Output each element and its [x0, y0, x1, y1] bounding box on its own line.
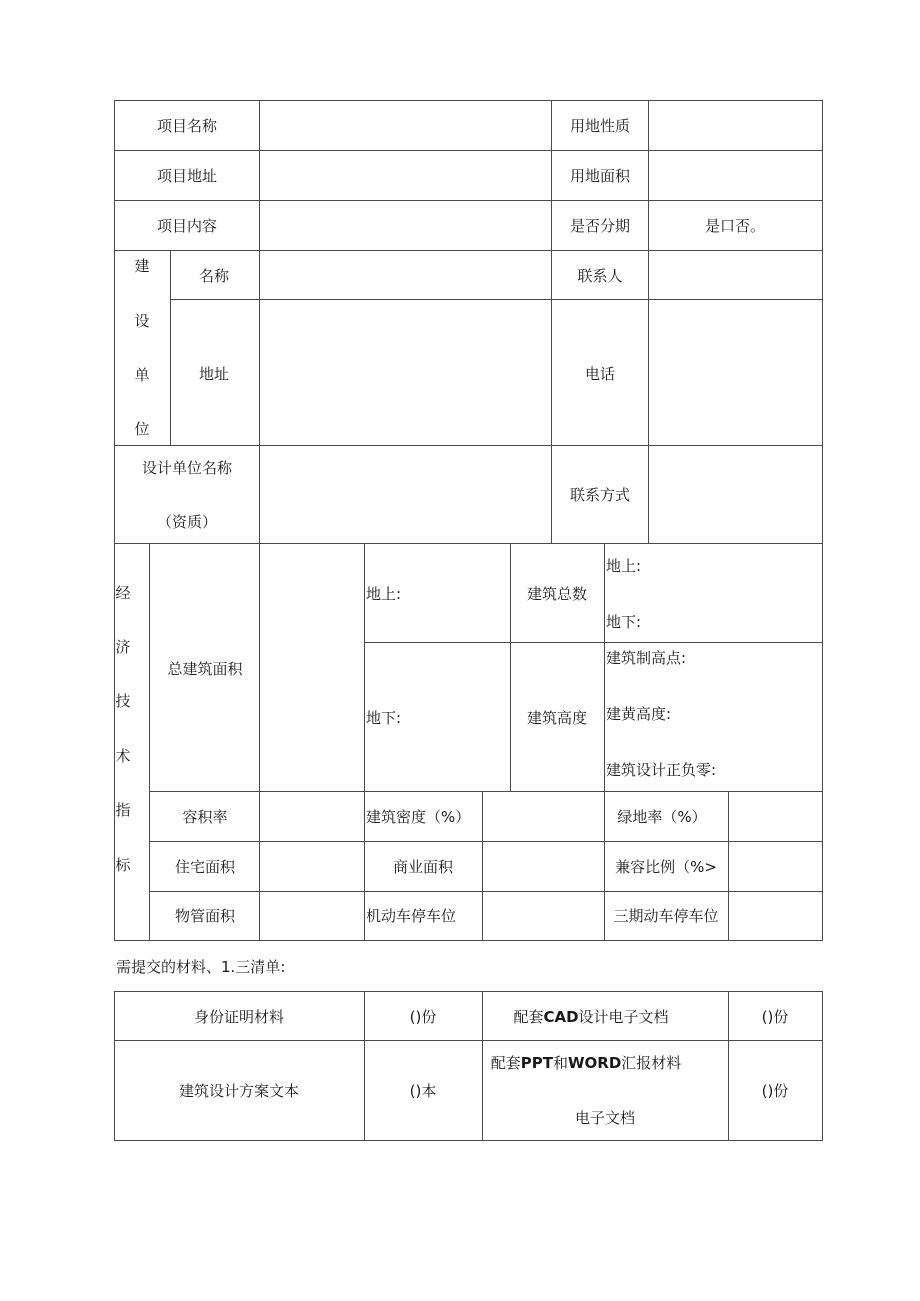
rule: [114, 1140, 823, 1141]
designer-name-label: 设计单位名称: [141, 459, 233, 477]
building-count-label: 建筑总数: [526, 585, 588, 603]
designer-contact-field[interactable]: [649, 446, 822, 543]
commercial-field[interactable]: [483, 842, 604, 891]
rule: [728, 991, 729, 1141]
economic-vertical-char: 技: [115, 692, 131, 710]
economic-vertical-char: 经: [115, 584, 131, 602]
builder-address-label: 地址: [198, 365, 230, 383]
rule: [822, 991, 823, 1141]
height-control-label: 建筑制高点:: [606, 649, 687, 667]
commercial-label: 商业面积: [392, 858, 454, 876]
report-docs-label: 配套PPT和WORD汇报材料: [490, 1054, 682, 1072]
land-use-field[interactable]: [649, 101, 822, 150]
density-label: 建筑密度（%）: [366, 808, 471, 826]
green-field[interactable]: [729, 792, 822, 841]
project-address-field[interactable]: [260, 151, 551, 200]
below-ground-label: 地下:: [366, 709, 402, 727]
land-area-label: 用地面积: [569, 167, 631, 185]
rule: [364, 642, 823, 643]
far-label: 容积率: [182, 808, 228, 826]
rule: [364, 543, 365, 941]
builder-phone-field[interactable]: [649, 300, 822, 445]
rule: [604, 791, 605, 941]
count-above-label: 地上:: [606, 557, 642, 575]
ratio-label: 兼容比例（%>: [615, 858, 717, 876]
density-field[interactable]: [483, 792, 604, 841]
report-docs-label-line2: 电子文档: [574, 1109, 636, 1127]
motor-parking-label: 机动车停车位: [366, 907, 457, 925]
builder-vertical-char: 设: [134, 312, 150, 330]
total-area-label: 总建筑面积: [167, 660, 243, 678]
rule: [551, 100, 552, 544]
far-field[interactable]: [260, 792, 364, 841]
builder-contact-label: 联系人: [577, 267, 623, 285]
project-content-field[interactable]: [260, 201, 551, 250]
green-label: 绿地率（%）: [617, 808, 707, 826]
economic-vertical-char: 济: [115, 638, 131, 656]
economic-vertical-char: 标: [115, 856, 131, 874]
project-address-label: 项目地址: [156, 167, 218, 185]
motor-parking-field[interactable]: [483, 892, 604, 940]
economic-vertical-char: 术: [115, 747, 131, 765]
rule: [604, 543, 605, 792]
eave-height-label: 建黄高度:: [606, 705, 672, 723]
builder-vertical-char: 建: [134, 257, 150, 275]
rule: [114, 940, 823, 941]
project-name-field[interactable]: [260, 101, 551, 150]
project-content-label: 项目内容: [156, 217, 218, 235]
builder-name-field[interactable]: [260, 251, 551, 299]
designer-qualification-label: （资质）: [156, 513, 218, 531]
scheme-qty[interactable]: ()本: [409, 1082, 437, 1100]
land-use-label: 用地性质: [569, 117, 631, 135]
materials-header: 需提交的材料、1.三清单:: [116, 958, 286, 976]
building-height-label: 建筑高度: [526, 709, 588, 727]
rule: [510, 543, 511, 792]
rule: [114, 991, 115, 1141]
economic-vertical-char: 指: [115, 801, 131, 819]
project-name-label: 项目名称: [156, 117, 218, 135]
property-label: 物管面积: [174, 907, 236, 925]
phased-label: 是否分期: [569, 217, 631, 235]
design-zero-label: 建筑设计正负零:: [606, 761, 717, 779]
ratio-field[interactable]: [729, 842, 822, 891]
builder-vertical-char: 位: [134, 420, 150, 438]
builder-vertical-char: 单: [134, 366, 150, 384]
designer-contact-method-label: 联系方式: [569, 486, 631, 504]
builder-phone-label: 电话: [584, 365, 616, 383]
rule: [170, 250, 171, 445]
phase3-parking-field[interactable]: [729, 892, 822, 940]
rule: [822, 100, 823, 941]
phase3-parking-label: 三期动车停车位: [613, 907, 719, 925]
builder-contact-field[interactable]: [649, 251, 822, 299]
rule: [114, 991, 823, 992]
rule: [114, 1040, 823, 1041]
count-below-label: 地下:: [606, 613, 642, 631]
cad-docs-label: 配套CAD设计电子文档: [513, 1008, 669, 1026]
id-docs-qty[interactable]: ()份: [409, 1008, 437, 1026]
residential-field[interactable]: [260, 842, 364, 891]
designer-name-field[interactable]: [260, 446, 551, 543]
rule: [364, 991, 365, 1141]
land-area-field[interactable]: [649, 151, 822, 200]
above-ground-label: 地上:: [366, 585, 402, 603]
builder-name-label: 名称: [198, 267, 230, 285]
scheme-label: 建筑设计方案文本: [178, 1082, 300, 1100]
property-field[interactable]: [260, 892, 364, 940]
rule: [114, 543, 823, 544]
rule: [482, 991, 483, 1141]
report-docs-qty[interactable]: ()份: [761, 1082, 789, 1100]
id-docs-label: 身份证明材料: [193, 1008, 285, 1026]
rule: [149, 543, 150, 941]
total-area-field[interactable]: [260, 544, 364, 791]
builder-address-field[interactable]: [260, 300, 551, 445]
cad-docs-qty[interactable]: ()份: [761, 1008, 789, 1026]
residential-label: 住宅面积: [174, 858, 236, 876]
phased-options[interactable]: 是口否。: [704, 217, 766, 235]
